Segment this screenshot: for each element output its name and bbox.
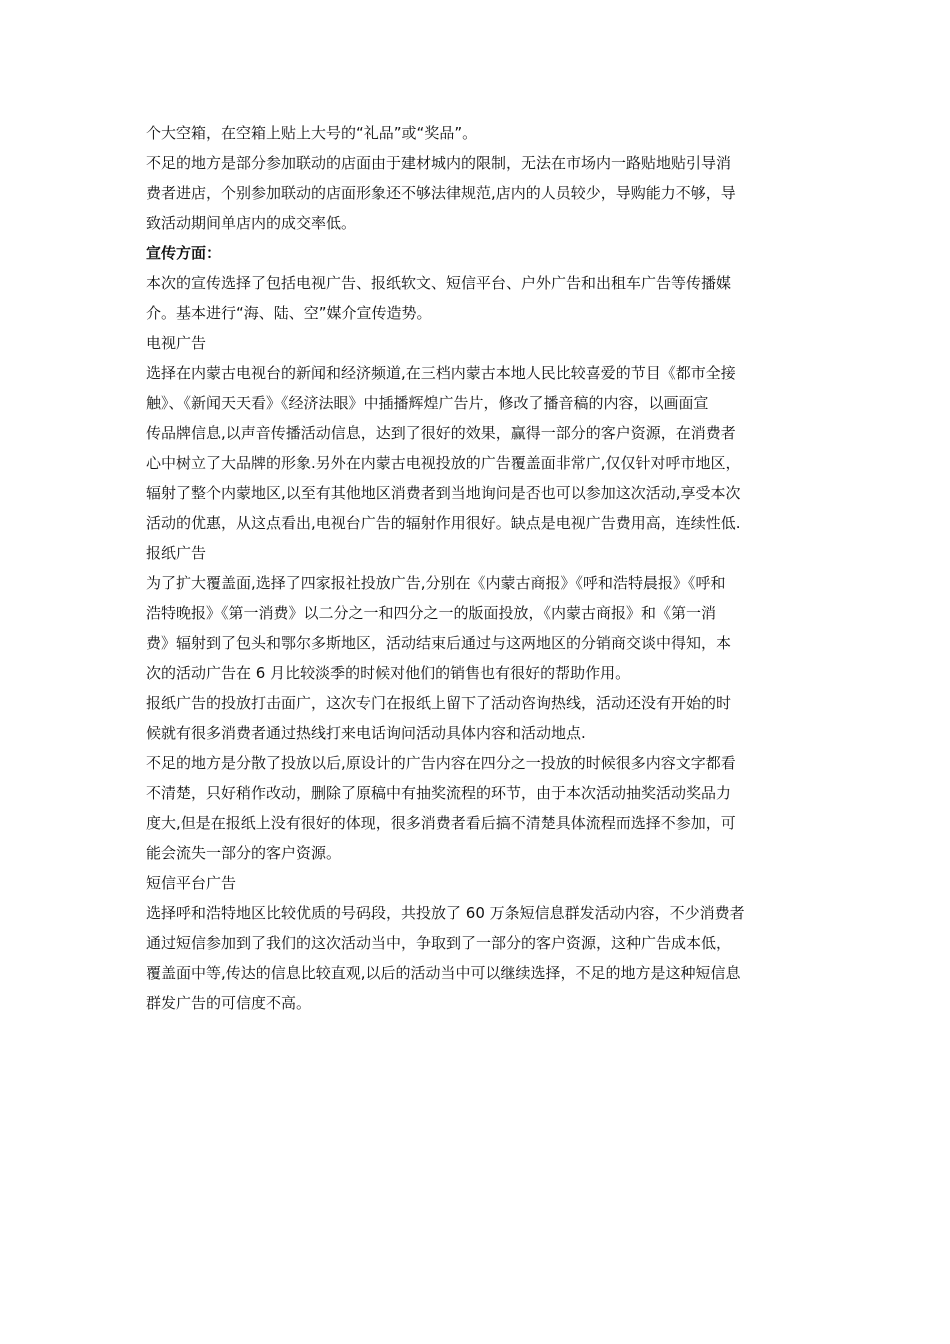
text-line: 覆盖面中等,传达的信息比较直观,以后的活动当中可以继续选择，不足的地方是这种短信息 — [146, 964, 741, 982]
text-line: 报纸广告的投放打击面广，这次专门在报纸上留下了活动咨询热线，活动还没有开始的时 — [146, 694, 732, 712]
text-line: 个大空箱，在空箱上贴上大号的“礼品”或“奖品”。 — [146, 124, 478, 142]
text-line: 致活动期间单店内的成交率低。 — [146, 214, 357, 232]
text-line: 浩特晚报》《第一消费》以二分之一和四分之一的版面投放，《内蒙古商报》和《第一消 — [146, 604, 717, 622]
text-line: 费者进店，个别参加联动的店面形象还不够法律规范,店内的人员较少，导购能力不够，导 — [146, 184, 736, 202]
text-line: 不足的地方是分散了投放以后,原设计的广告内容在四分之一投放的时候很多内容文字都看 — [146, 754, 736, 772]
text-line: 群发广告的可信度不高。 — [146, 994, 312, 1012]
text-line: 候就有很多消费者通过热线打来电话询问活动具体内容和活动地点. — [146, 724, 586, 742]
text-line: 不清楚，只好稍作改动，删除了原稿中有抽奖流程的环节，由于本次活动抽奖活动奖品力 — [146, 784, 732, 802]
text-line: 不足的地方是部分参加联动的店面由于建材城内的限制，无法在市场内一路贴地贴引导消 — [146, 154, 732, 172]
text-line: 辐射了整个内蒙地区,以至有其他地区消费者到当地询问是否也可以参加这次活动,享受本次 — [146, 484, 741, 502]
text-line: 本次的宣传选择了包括电视广告、报纸软文、短信平台、户外广告和出租车广告等传播媒 — [146, 274, 732, 292]
text-line: 度大,但是在报纸上没有很好的体现，很多消费者看后搞不清楚具体流程而选择不参加，可 — [146, 814, 736, 832]
text-line: 心中树立了大品牌的形象.另外在内蒙古电视投放的广告覆盖面非常广,仅仅针对呼市地区， — [146, 454, 741, 472]
subsection-heading: 报纸广告 — [146, 544, 207, 562]
text-line: 触》、《新闻天天看》《经济法眼》中插播辉煌广告片，修改了播音稿的内容，以画面宣 — [146, 394, 709, 412]
subsection-heading: 电视广告 — [146, 334, 207, 352]
document-page — [146, 118, 808, 1018]
text-line: 选择呼和浩特地区比较优质的号码段，共投放了 60 万条短信息群发活动内容，不少消费者 — [146, 904, 745, 922]
text-line: 次的活动广告在 6 月比较淡季的时候对他们的销售也有很好的帮助作用。 — [146, 664, 631, 682]
subsection-heading: 短信平台广告 — [146, 874, 237, 892]
text-line: 通过短信参加到了我们的这次活动当中，争取到了一部分的客户资源，这种广告成本低， — [146, 934, 732, 952]
text-line: 费》辐射到了包头和鄂尔多斯地区，活动结束后通过与这两地区的分销商交谈中得知，本 — [146, 634, 732, 652]
text-line: 为了扩大覆盖面,选择了四家报社投放广告,分别在《内蒙古商报》《呼和浩特晨报》《呼和 — [146, 574, 726, 592]
text-line: 传品牌信息,以声音传播活动信息，达到了很好的效果，赢得一部分的客户资源，在消费者 — [146, 424, 736, 442]
text-line: 介。基本进行“海、陆、空”媒介宣传造势。 — [146, 304, 432, 322]
text-line: 活动的优惠，从这点看出,电视台广告的辐射作用很好。缺点是电视广告费用高，连续性低. — [146, 514, 741, 532]
text-line: 能会流失一部分的客户资源。 — [146, 844, 342, 862]
section-heading: 宣传方面： — [146, 244, 222, 262]
text-line: 选择在内蒙古电视台的新闻和经济频道,在三档内蒙古本地人民比较喜爱的节目《都市全接 — [146, 364, 736, 382]
